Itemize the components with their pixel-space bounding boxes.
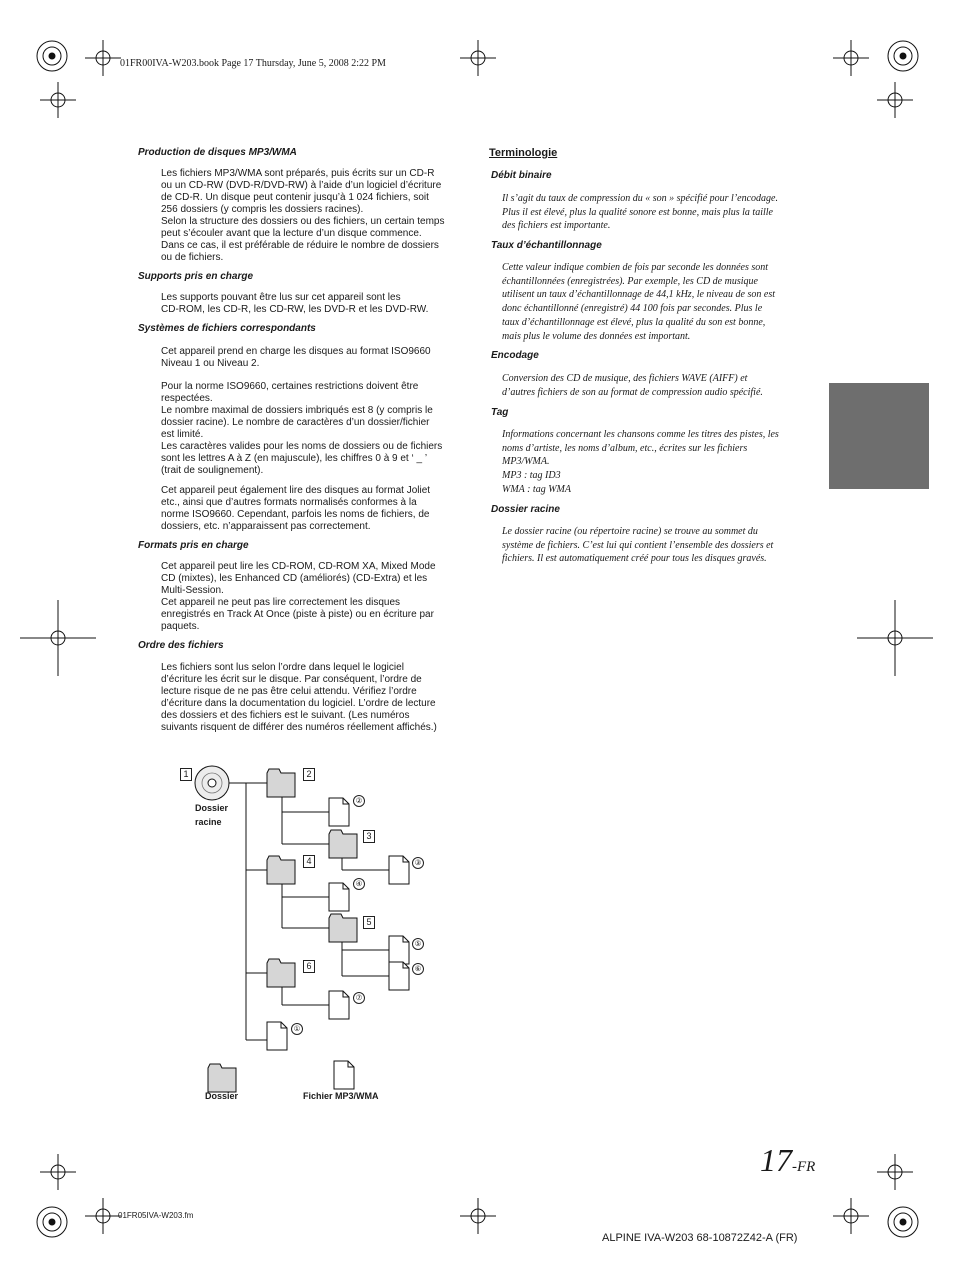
disc-icon — [195, 766, 229, 800]
term-root-folder: Dossier racine — [491, 504, 560, 515]
definition-bitrate: Il s’agit du taux de compression du « son » spécifié pour l’encodage. Plus il est élevé, plus la qualité sonore est bonne, mais plus la taille des fichiers est importante. — [502, 193, 778, 232]
paragraph-supports: Les supports pouvant être lus sur cet appareil sont les CD-ROM, les CD-R, les CD-RW, les DVD-R et les DVD-RW. — [161, 292, 429, 315]
legend-file-label: Fichier MP3/WMA — [303, 1091, 379, 1101]
paragraph-file-order: Les fichiers sont lus selon l’ordre dans lequel le logiciel d’écriture les écrit sur le disque. Par conséquent, l’ordre de lecture risque de ne pas être celui attendu. Vérifiez l’ordre d’écriture dans la documentation du logiciel. L’ordre de lecture des dossiers et des fichiers est le suivant. (Les numéros suivants risquent de différer des numéros réellement affichés.) — [161, 662, 437, 733]
section-heading-supports: Supports pris en charge — [138, 271, 254, 282]
folder-number-6: 6 — [303, 960, 315, 973]
definition-encoding: Conversion des CD de musique, des fichiers WAVE (AIFF) et d’autres fichiers de son au format de compression audio spécifié. — [502, 373, 763, 398]
file-number-3: ③ — [412, 857, 424, 869]
term-encoding: Encodage — [491, 350, 539, 361]
term-tag: Tag — [491, 407, 509, 418]
paragraph-file-systems-1: Cet appareil prend en charge les disques au format ISO9660 Niveau 1 ou Niveau 2. — [161, 346, 431, 369]
definition-tag: Informations concernant les chansons comme les titres des pistes, les noms d’artiste, les noms d’album, etc., écrites sur les fichiers MP3/WMA. MP3 : tag ID3 WMA : tag WMA — [502, 429, 779, 495]
section-heading-formats: Formats pris en charge — [138, 540, 249, 551]
legend-folder-label: Dossier — [205, 1091, 239, 1101]
folder-number-1: 1 — [180, 768, 192, 781]
folder-number-3: 3 — [363, 830, 375, 843]
root-folder-label: Dossier racine — [195, 803, 229, 827]
file-number-1: ① — [291, 1023, 303, 1035]
file-number-2: ② — [353, 795, 365, 807]
paragraph-file-systems-2: Pour la norme ISO9660, certaines restrictions doivent être respectées. Le nombre maximal de dossiers imbriqués est 8 (y compris le dossier racine). Le nombre de caractères d’un dossier/fichier est limité. Les caractères valides pour les noms de dossiers ou de fichiers sont les lettres A à Z (en majuscule), les chiffres 0 à 9 et ‘ _ ’ (trait de soulignement). — [161, 381, 443, 476]
section-heading-production: Production de disques MP3/WMA — [138, 147, 297, 158]
term-sampling-rate: Taux d’échantillonnage — [491, 240, 602, 251]
section-heading-file-systems: Systèmes de fichiers correspondants — [138, 323, 316, 334]
footer-filename: 01FR05IVA-W203.fm — [118, 1211, 194, 1220]
section-heading-file-order: Ordre des fichiers — [138, 640, 224, 651]
terminology-title: Terminologie — [489, 147, 558, 159]
book-info-header: 01FR00IVA-W203.book Page 17 Thursday, June 5, 2008 2:22 PM — [120, 58, 386, 69]
file-number-5: ⑤ — [412, 938, 424, 950]
file-number-6: ⑥ — [412, 963, 424, 975]
folder-number-2: 2 — [303, 768, 315, 781]
footer-model-code: ALPINE IVA-W203 68-10872Z42-A (FR) — [602, 1232, 798, 1244]
term-bitrate: Débit binaire — [491, 170, 552, 181]
definition-sampling-rate: Cette valeur indique combien de fois par seconde les données sont échantillonnées (enregistrées). Par exemple, les CD de musique utilisent un taux d’échantillonnage de 44,1 kHz, le niveau de son est donc échantillonné (enregistré) 44 100 fois par secondes. Plus le taux d’échantillonnage est élevé, plus la qualité du son est bonne, mais plus le volume des données est important. — [502, 262, 775, 342]
paragraph-file-systems-3: Cet appareil peut également lire des disques au format Joliet etc., ainsi que d’autres formats normalisés conformes à la norme ISO9660. Cependant, parfois les noms de fichiers, de dossiers, etc. n’apparaissent pas correctement. — [161, 485, 431, 532]
definition-root-folder: Le dossier racine (ou répertoire racine) se trouve au sommet du système de fichiers. C’est lui qui contient l’ensemble des dossiers et fichiers. Il est automatiquement créé pour tous les disques gravés. — [502, 526, 774, 565]
folder-number-5: 5 — [363, 916, 375, 929]
file-number-7: ⑦ — [353, 992, 365, 1004]
page-number-value: 17 — [760, 1142, 792, 1178]
paragraph-production: Les fichiers MP3/WMA sont préparés, puis écrits sur un CD-R ou un CD-RW (DVD-R/DVD-RW) à l’aide d’un logiciel d’écriture de CD-R. Un disque peut contenir jusqu’à 1 024 fichiers, soit 256 dossiers (y compris les dossiers racines). Selon la structure des dossiers ou des fichiers, un certain temps peut s’écouler avant que la lecture d’un disque commence. Dans ce cas, il est préférable de réduire le nombre de dossiers ou de fichiers. — [161, 168, 445, 263]
folder-number-4: 4 — [303, 855, 315, 868]
page-number — [760, 1140, 815, 1187]
paragraph-formats: Cet appareil peut lire les CD-ROM, CD-ROM XA, Mixed Mode CD (mixtes), les Enhanced CD (améliorés) (CD-Extra) et les Multi-Session. Cet appareil ne peut pas lire correctement les disques enregistrés en Track At Once (piste à piste) ou en écriture par paquets. — [161, 561, 436, 632]
file-number-4: ④ — [353, 878, 365, 890]
page-number-suffix: -FR — [792, 1159, 816, 1175]
